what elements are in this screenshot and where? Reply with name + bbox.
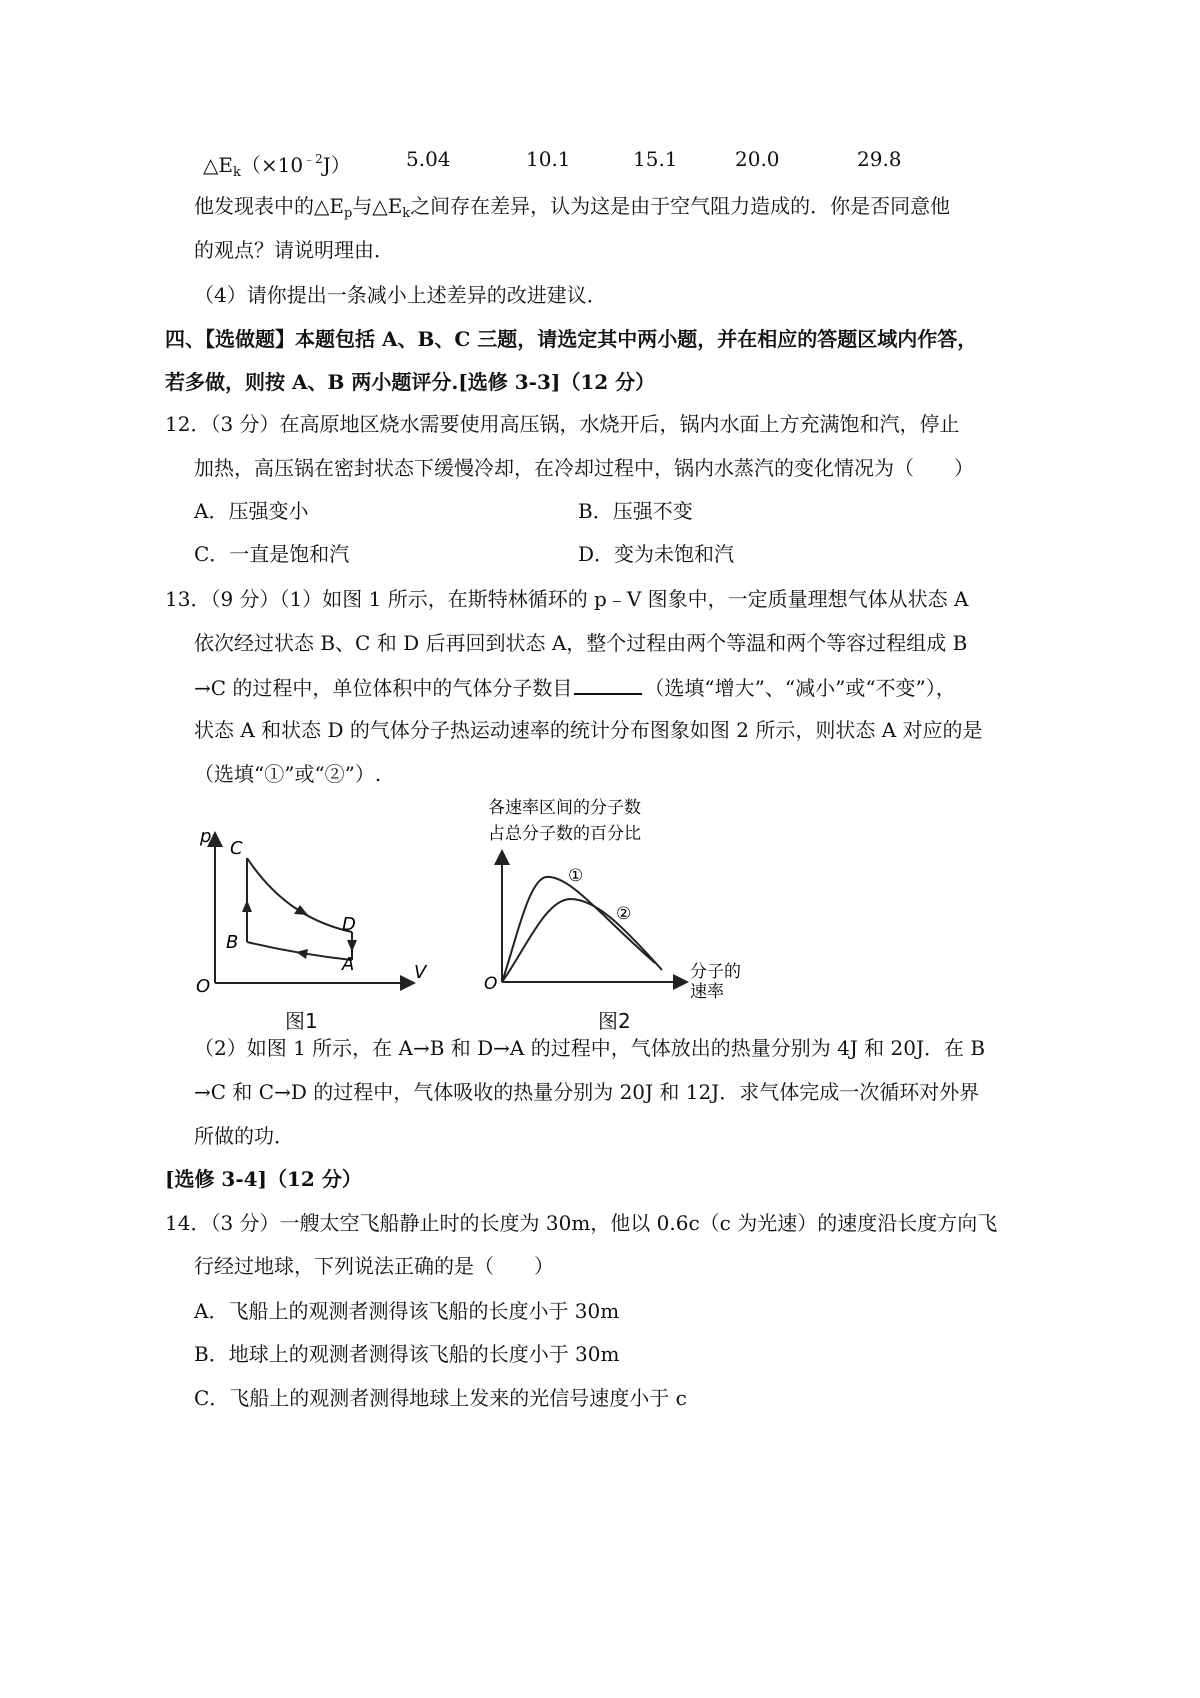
y-label-line-1: 各速率区间的分子数 xyxy=(488,798,641,818)
paragraph-line: 的观点？请说明理由． xyxy=(194,238,394,262)
figure-2-caption: 图2 xyxy=(598,1009,631,1033)
table-cell: 20.0 xyxy=(735,147,780,171)
subscript: k xyxy=(402,206,411,221)
curve-2 xyxy=(502,899,662,982)
option-b: B．压强不变 xyxy=(578,499,693,523)
figure-1-pv-diagram xyxy=(190,820,430,1000)
table-cell: 5.04 xyxy=(406,147,451,171)
question-14-line: 行经过地球，下列说法正确的是（ ） xyxy=(194,1254,554,1278)
question-13-part2-line: →C 和 C→D 的过程中，气体吸收的热量分别为 20J 和 12J．求气体完成一次循环对外界 xyxy=(194,1080,980,1104)
option-a: A．压强变小 xyxy=(194,499,309,523)
label-sub: k xyxy=(232,165,241,180)
table-row-label xyxy=(203,145,351,187)
question-12-line: 12．（3 分）在高原地区烧水需要使用高压锅，水烧开后，锅内水面上方充满饱和汽，停止 xyxy=(165,412,960,436)
arrow-icon xyxy=(296,949,308,959)
question-13-part2-line: 所做的功． xyxy=(194,1124,294,1148)
point-d-label: D xyxy=(342,914,356,935)
section-heading: [选修 3-4]（12 分） xyxy=(165,1167,362,1191)
axis-p-label: p xyxy=(200,826,212,847)
question-14-line: 14．（3 分）一艘太空飞船静止时的长度为 30m，他以 0.6c（c 为光速）的速度沿长度方向飞 xyxy=(165,1211,998,1235)
table-cell: 10.1 xyxy=(526,147,571,171)
cd-curve xyxy=(247,858,352,932)
text: （选填“增大”、“减小”或“不变”）， xyxy=(644,676,956,700)
text: 之间存在差异，认为这是由于空气阻力造成的．你是否同意他 xyxy=(410,194,951,218)
text: 与△E xyxy=(352,194,403,218)
question-4: （4）请你提出一条减小上述差异的改进建议． xyxy=(194,283,607,307)
section-heading: 四、【选做题】本题包括 A、B、C 三题，请选定其中两小题，并在相应的答题区域内作答， xyxy=(165,327,978,351)
arrow-icon xyxy=(242,900,252,912)
question-13-line: （选填“①”或“②”）. xyxy=(194,762,382,786)
label-sup: ﹣2 xyxy=(303,152,323,166)
label-prefix: △E xyxy=(203,153,233,177)
option-a: A．飞船上的观测者测得该飞船的长度小于 30m xyxy=(194,1299,620,1323)
x-label-line-2: 速率 xyxy=(690,982,724,1002)
question-13-part2-line: （2）如图 1 所示，在 A→B 和 D→A 的过程中，气体放出的热量分别为 4J 和 20J．在 B xyxy=(194,1036,986,1060)
question-13-line: 状态 A 和状态 D 的气体分子热运动速率的统计分布图象如图 2 所示，则状态 A 对应的是 xyxy=(194,718,983,742)
axis-v-label: V xyxy=(414,962,427,983)
origin-label: O xyxy=(196,976,211,997)
arrow-icon xyxy=(294,905,308,915)
subscript: p xyxy=(343,206,353,221)
table-cell: 15.1 xyxy=(633,147,678,171)
text: →C 的过程中，单位体积中的气体分子数目 xyxy=(194,676,573,700)
question-13-line: 依次经过状态 B、C 和 D 后再回到状态 A，整个过程由两个等温和两个等容过程组成 B xyxy=(194,631,968,655)
paragraph-line xyxy=(194,192,950,228)
arrow-icon xyxy=(347,940,357,952)
y-label-line-2: 占总分子数的百分比 xyxy=(488,824,641,844)
question-12-line: 加热，高压锅在密封状态下缓慢冷却，在冷却过程中，锅内水蒸汽的变化情况为（ ） xyxy=(194,456,974,480)
x-label-line-1: 分子的 xyxy=(690,962,741,982)
curve-2-label: ② xyxy=(616,904,632,924)
point-b-label: B xyxy=(226,932,239,953)
option-d: D．变为未饱和汽 xyxy=(578,542,735,566)
figure-1-caption: 图1 xyxy=(285,1009,318,1033)
option-c: C．一直是饱和汽 xyxy=(194,542,350,566)
option-b: B．地球上的观测者测得该飞船的长度小于 30m xyxy=(194,1342,620,1366)
curve-1-label: ① xyxy=(568,866,584,886)
label-end: J） xyxy=(322,153,351,177)
label-mid: （×10 xyxy=(240,153,304,177)
point-c-label: C xyxy=(230,838,243,859)
question-13-line xyxy=(194,673,956,702)
question-13-line: 13．（9 分）（1）如图 1 所示，在斯特林循环的 p﹣V 图象中，一定质量理想气体从状态 A xyxy=(165,587,969,611)
point-a-label: A xyxy=(342,954,355,975)
table-cell: 29.8 xyxy=(857,147,902,171)
section-heading: 若多做，则按 A、B 两小题评分.[选修 3-3]（12 分） xyxy=(165,370,656,394)
option-c: C．飞船上的观测者测得地球上发来的光信号速度小于 c xyxy=(194,1386,687,1410)
text: 他发现表中的△E xyxy=(194,194,344,218)
answer-blank[interactable] xyxy=(574,673,642,695)
figure-2-speed-distribution xyxy=(470,795,770,1005)
ab-curve xyxy=(247,942,352,960)
origin-label: O xyxy=(484,974,498,994)
curve-1 xyxy=(502,877,655,982)
